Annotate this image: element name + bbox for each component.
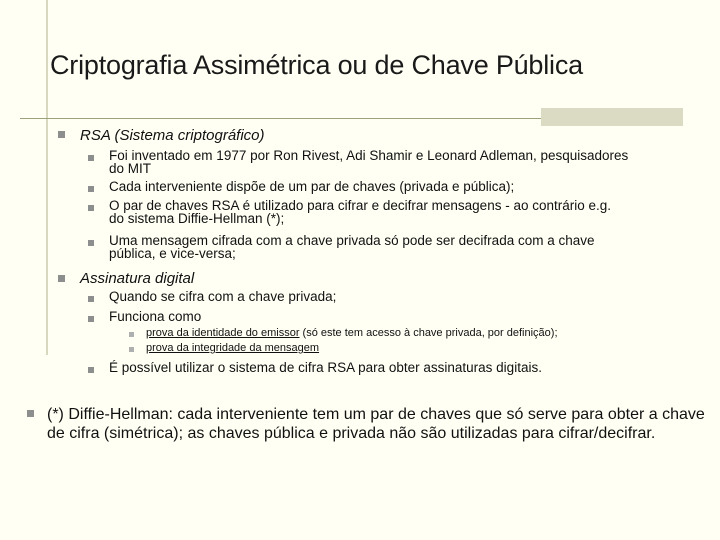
sub-item-identity [146,327,558,339]
square-bullet-icon [27,410,34,417]
list-item-line: Quando se cifra com a chave privada; [109,289,337,304]
list-item-line: Uma mensagem cifrada com a chave privada só pode ser decifrada com a chave [109,233,595,248]
square-bullet-icon [88,316,94,322]
square-bullet-icon [88,155,94,161]
square-bullet-icon [58,131,65,138]
list-item-line: pública, e vice-versa; [109,246,236,261]
square-bullet-icon [129,347,134,352]
square-bullet-icon [88,205,94,211]
list-item-line: Foi inventado em 1977 por Ron Rivest, Adi Shamir e Leonard Adleman, pesquisadores [109,148,629,163]
footnote-text: (*) Diffie-Hellman: cada interveniente tem um par de chaves que só serve para obter a chave de cifra (simétrica); as chaves pública e privada não são utilizadas para cifrar/decifrar. [47,406,705,442]
vertical-accent-line [46,0,48,355]
list-item-line: É possível utilizar o sistema de cifra RSA para obter assinaturas digitais. [109,360,542,375]
identity-proof-link[interactable]: prova da identidade do emissor [146,327,300,339]
list-item-line: Cada interveniente dispõe de um par de chaves (privada e pública); [109,179,515,194]
slide-title: Criptografia Assimétrica ou de Chave Pública [50,50,583,80]
square-bullet-icon [129,332,134,337]
section-heading-rsa: RSA (Sistema criptográfico) [80,127,265,144]
list-item-line: do sistema Diffie-Hellman (*); [109,211,285,226]
square-bullet-icon [88,240,94,246]
list-item-line: do MIT [109,161,152,176]
square-bullet-icon [88,367,94,373]
integrity-proof-link[interactable]: prova da integridade da mensagem [146,342,320,354]
decorative-corner-box [541,108,683,126]
list-item-line: O par de chaves RSA é utilizado para cifrar e decifrar mensagens - ao contrário e.g. [109,198,612,213]
square-bullet-icon [58,275,65,282]
section-heading-signature: Assinatura digital [80,270,195,287]
list-item-line: Funciona como [109,309,202,324]
square-bullet-icon [88,186,94,192]
square-bullet-icon [88,296,94,302]
identity-proof-note: (só este tem acesso à chave privada, por definição); [299,327,558,339]
sub-item-integrity [146,342,319,354]
